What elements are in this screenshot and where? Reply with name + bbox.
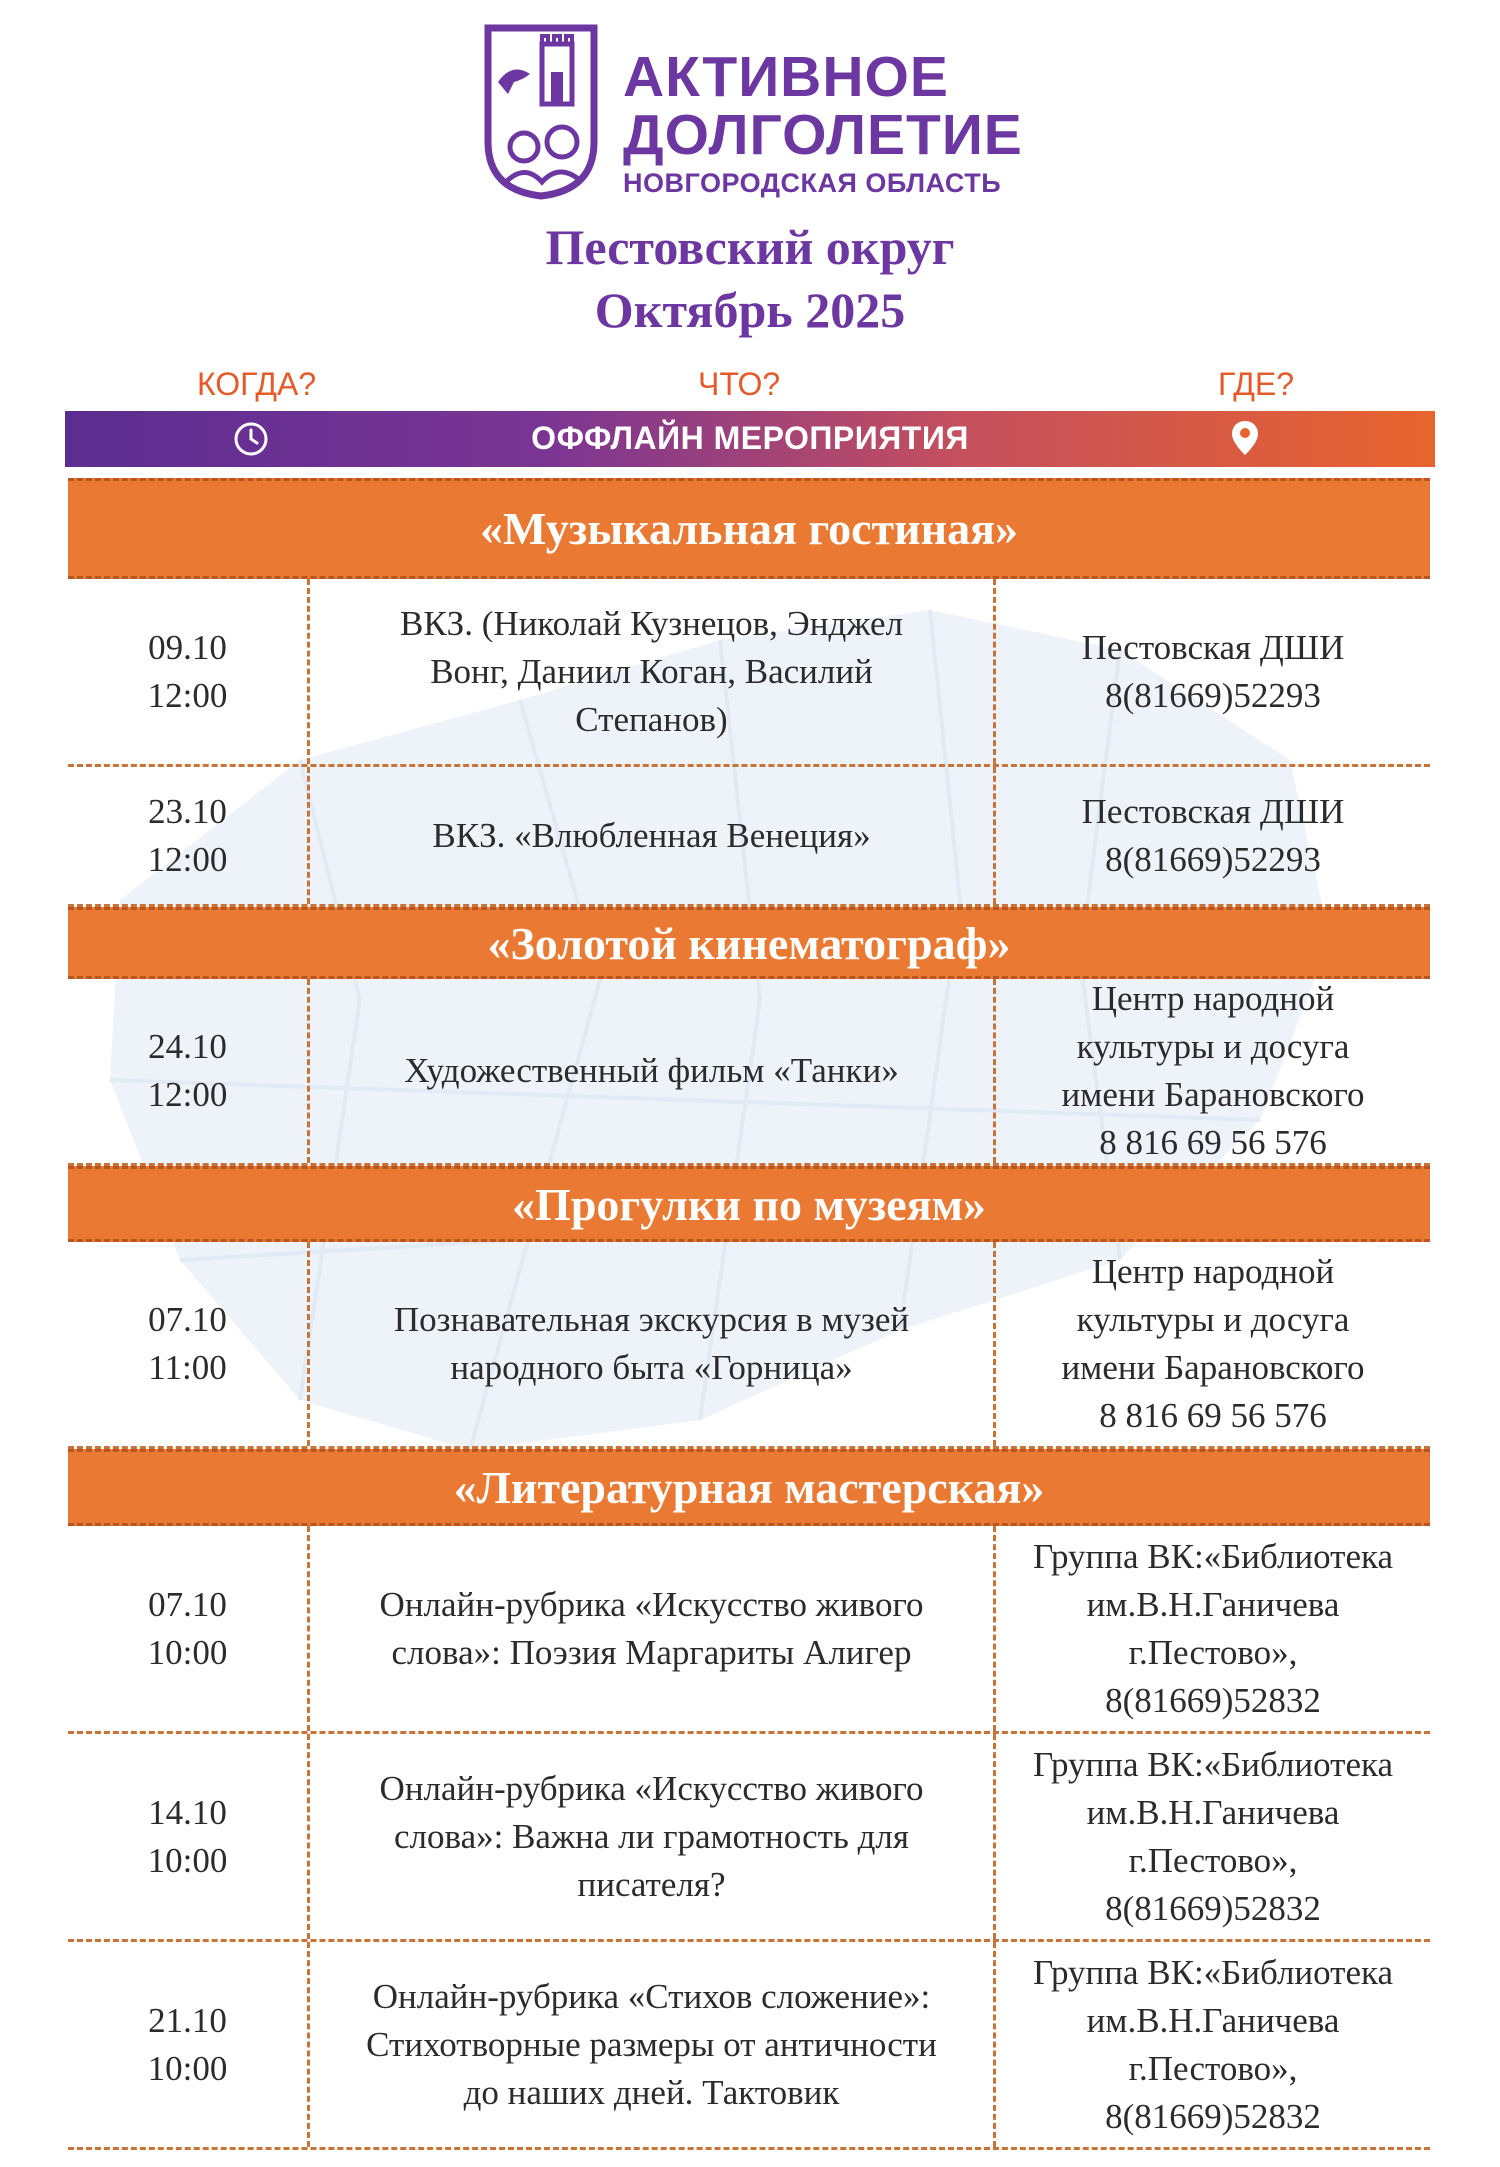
event-description-line: Онлайн-рубрика «Искусство живого <box>379 1584 924 1624</box>
event-date: 07.10 <box>148 1584 227 1624</box>
event-time: 12:00 <box>147 839 228 879</box>
event-location-line: имени Барановского <box>1061 1348 1365 1387</box>
event-location-line: Центр народной <box>1091 979 1335 1018</box>
table-row <box>68 1526 1430 1734</box>
section-header: «Золотой кинематограф» <box>68 907 1430 979</box>
event-time: 10:00 <box>147 2048 228 2088</box>
event-location-line: Пестовская ДШИ <box>1081 627 1345 667</box>
column-label-where: ГДЕ? <box>1218 366 1294 402</box>
event-date: 23.10 <box>148 791 227 831</box>
event-location-line: им.В.Н.Ганичева <box>1086 1584 1340 1624</box>
event-location-cell <box>996 1942 1430 2147</box>
event-schedule-table <box>68 478 1430 2150</box>
event-location-line: 8(81669)52293 <box>1105 839 1321 879</box>
logo-title-line2: ДОЛГОЛЕТИЕ <box>623 103 1023 167</box>
event-when-cell <box>68 1734 310 1939</box>
event-description-line: Художественный фильм «Танки» <box>404 1051 899 1090</box>
event-location-line: им.В.Н.Ганичева <box>1086 2000 1340 2040</box>
event-date: 09.10 <box>148 627 227 667</box>
event-location-cell <box>996 979 1430 1163</box>
column-label-when: КОГДА? <box>197 366 317 402</box>
logo-subtitle: НОВГОРОДСКАЯ ОБЛАСТЬ <box>623 168 1002 198</box>
table-row <box>68 1942 1430 2150</box>
event-description-line: слова»: Важна ли грамотность для <box>394 1816 909 1856</box>
event-location-line: Центр народной <box>1091 1252 1335 1291</box>
event-description-cell <box>310 979 996 1163</box>
event-location-line: им.В.Н.Ганичева <box>1086 1792 1340 1832</box>
event-time: 10:00 <box>147 1632 228 1672</box>
event-description-line: писателя? <box>577 1864 726 1904</box>
column-labels <box>0 366 1500 406</box>
event-location-line: 8(81669)52832 <box>1105 1680 1321 1720</box>
event-location-cell <box>996 1734 1430 1939</box>
event-location-line: имени Барановского <box>1061 1075 1365 1114</box>
event-description-cell <box>310 1526 996 1731</box>
event-time: 12:00 <box>147 1075 228 1114</box>
event-description-cell <box>310 579 996 764</box>
table-row <box>68 579 1430 767</box>
page-title-district: Пестовский округ <box>545 219 955 275</box>
section-header: «Музыкальная гостиная» <box>68 478 1430 579</box>
event-location-line: г.Пестово», <box>1128 2048 1298 2088</box>
event-when-cell <box>68 1526 310 1731</box>
event-location-line: Группа ВК:«Библиотека <box>1032 1952 1394 1992</box>
event-description-line: слова»: Поэзия Маргариты Алигер <box>391 1632 912 1672</box>
event-description-line: Онлайн-рубрика «Искусство живого <box>379 1768 924 1808</box>
event-when-cell <box>68 979 310 1163</box>
offline-events-banner <box>65 411 1435 467</box>
logo-emblem-icon <box>478 22 604 200</box>
event-location-line: 8(81669)52832 <box>1105 1888 1321 1928</box>
event-location-line: культуры и досуга <box>1076 1300 1350 1339</box>
event-date: 07.10 <box>148 1300 227 1339</box>
banner-title: ОФФЛАЙН МЕРОПРИЯТИЯ <box>531 420 969 456</box>
event-location-line: Пестовская ДШИ <box>1081 791 1345 831</box>
event-description-line: Вонг, Даниил Коган, Василий <box>430 651 873 691</box>
event-description-line: Стихотворные размеры от античности <box>366 2024 937 2064</box>
event-description-cell <box>310 1242 996 1446</box>
table-row <box>68 979 1430 1166</box>
event-location-cell <box>996 767 1430 904</box>
logo <box>478 22 1038 202</box>
event-time: 11:00 <box>148 1348 227 1387</box>
event-location-line: г.Пестово», <box>1128 1840 1298 1880</box>
event-description-line: до наших дней. Тактовик <box>463 2072 840 2112</box>
table-row <box>68 767 1430 907</box>
event-description-cell <box>310 1734 996 1939</box>
event-description-line: ВКЗ. (Николай Кузнецов, Энджел <box>399 603 904 643</box>
event-location-line: культуры и досуга <box>1076 1027 1350 1066</box>
event-description-cell <box>310 1942 996 2147</box>
event-description-line: Познавательная экскурсия в музей <box>393 1300 910 1339</box>
event-location-line: г.Пестово», <box>1128 1632 1298 1672</box>
event-date: 21.10 <box>148 2000 227 2040</box>
event-time: 12:00 <box>147 675 228 715</box>
column-label-what: ЧТО? <box>698 366 781 402</box>
section-header: «Прогулки по музеям» <box>68 1166 1430 1242</box>
event-description-line: Степанов) <box>575 699 728 739</box>
event-description-line: Онлайн-рубрика «Стихов сложение»: <box>372 1976 931 2016</box>
table-row <box>68 1242 1430 1449</box>
table-row <box>68 1734 1430 1942</box>
event-location-line: 8(81669)52832 <box>1105 2096 1321 2136</box>
event-location-line: Группа ВК:«Библиотека <box>1032 1744 1394 1784</box>
event-location-line: 8 816 69 56 576 <box>1099 1123 1327 1162</box>
page-title-month: Октябрь 2025 <box>594 282 906 338</box>
section-header: «Литературная мастерская» <box>68 1449 1430 1526</box>
event-description-line: народного быта «Горница» <box>450 1348 853 1387</box>
event-location-cell <box>996 1526 1430 1731</box>
event-when-cell <box>68 767 310 904</box>
event-when-cell <box>68 1242 310 1446</box>
event-location-cell <box>996 1242 1430 1446</box>
logo-text <box>623 45 1023 200</box>
event-when-cell <box>68 1942 310 2147</box>
logo-title-line1: АКТИВНОЕ <box>623 45 949 109</box>
event-location-cell <box>996 579 1430 764</box>
event-date: 24.10 <box>148 1027 227 1066</box>
event-description-cell <box>310 767 996 904</box>
event-when-cell <box>68 579 310 764</box>
event-location-line: 8(81669)52293 <box>1105 675 1321 715</box>
location-pin-icon <box>1230 419 1260 457</box>
event-location-line: Группа ВК:«Библиотека <box>1032 1536 1394 1576</box>
event-location-line: 8 816 69 56 576 <box>1099 1396 1327 1435</box>
event-time: 10:00 <box>147 1840 228 1880</box>
event-date: 14.10 <box>148 1792 227 1832</box>
event-description-line: ВКЗ. «Влюбленная Венеция» <box>432 815 871 855</box>
